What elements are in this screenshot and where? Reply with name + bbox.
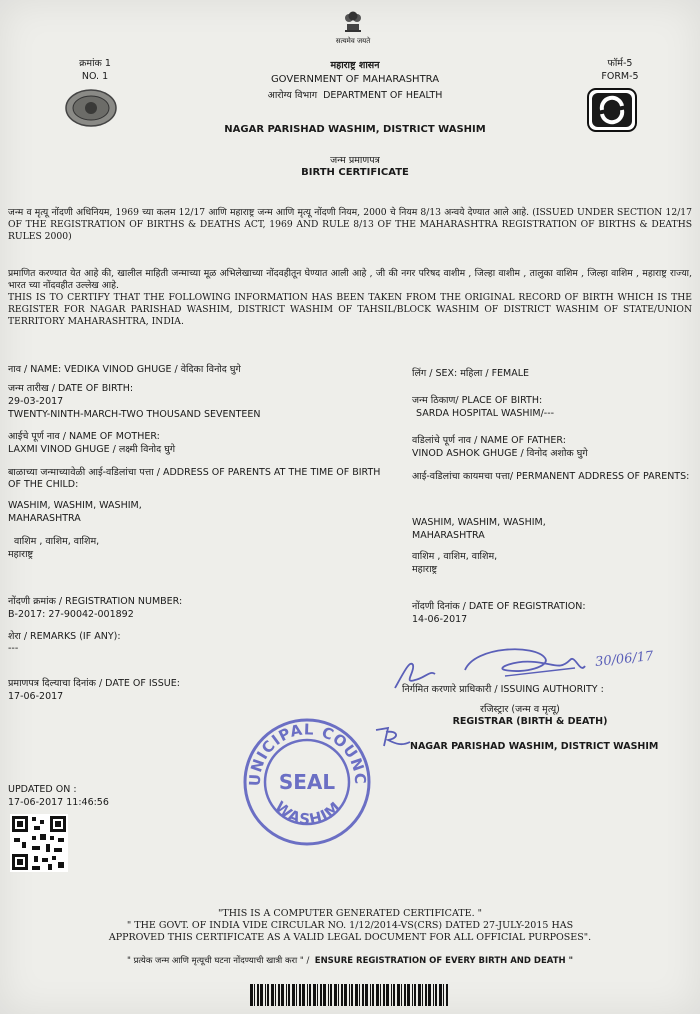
state-emblem-icon <box>336 6 370 36</box>
birth-address-line2: MAHARASHTRA <box>8 513 81 524</box>
registrar-mr: रजिस्ट्रार (जन्म व मृत्यू) <box>480 704 560 715</box>
form-number-mr: फॉर्म-5 <box>607 58 633 69</box>
child-name: नाव / NAME: VEDIKA VINOD GHUGE / वेदिका विनोद घुगे <box>8 364 241 375</box>
seal-top-text: UNICIPAL COUNC <box>245 720 370 787</box>
initials-icon <box>374 724 414 750</box>
pob-value: SARDA HOSPITAL WASHIM/--- <box>416 408 555 419</box>
pob-label: जन्म ठिकाण/ PLACE OF BIRTH: <box>412 395 543 406</box>
health-dept-logo-icon <box>587 88 637 132</box>
permanent-address-mr1: वाशिम , वाशिम, वाशिम, <box>412 551 498 562</box>
seal-bottom-text: WASHIM <box>271 797 345 829</box>
dob-label: जन्म तारीख / DATE OF BIRTH: <box>8 383 134 394</box>
serial-number-en: NO. 1 <box>81 71 109 82</box>
certificate-title-mr: जन्म प्रमाणपत्र <box>330 155 380 166</box>
birth-address-line1: WASHIM, WASHIM, WASHIM, <box>8 500 142 511</box>
form-number-en: FORM-5 <box>601 71 639 82</box>
child-sex: लिंग / SEX: महिला / FEMALE <box>412 368 530 379</box>
mother-name-value: LAXMI VINOD GHUGE / लक्ष्मी विनोद घुगे <box>8 444 176 455</box>
svg-text:WASHIM <box>271 798 344 829</box>
permanent-address-label: आई-वडिलांचा कायमचा पत्ता/ PERMANENT ADDRESS OF PARENTS: <box>412 471 690 482</box>
govt-title-en: GOVERNMENT OF MAHARASHTRA <box>270 74 440 85</box>
registrar-office: NAGAR PARISHAD WASHIM, DISTRICT WASHIM <box>410 741 659 752</box>
father-name-value: VINOD ASHOK GHUGE / विनोद अशोक घुगे <box>412 448 588 459</box>
emblem-motto: सत्यमेव जयते <box>335 37 371 45</box>
maharashtra-seal-icon <box>64 88 118 128</box>
certification-statement: प्रमाणित करण्यात येत आहे की, खालील माहिती जन्माच्या मूळ अभिलेखाच्या नोंदवहीतून घेण्यात आली आहे , जी की नगर परिषद वाशीम , जिल्हा वाशीम , तालुका वाशिम , जिल्हा वाशिम , महाराष्ट्र राज्या, भारत च्या नोंदवहीत उल्लेख आहे. THIS IS TO CERTIFY THAT THE FOLLOWING INFORMATION HAS BEEN TAKEN FROM THE ORIGINAL RECORD OF BIRTH WHICH IS THE REGISTER FOR NAGAR PARISHAD WASHIM, DISTRICT WASHIM OF TAHSIL/BLOCK WASHIM OF DISTRICT WASHIM OF STATE/UNION TERRITORY MAHARASHTRA, INDIA. <box>8 268 692 327</box>
birth-address-label: बाळाच्या जन्माच्यावेळी आई-वडिलांचा पत्ता / ADDRESS OF PARENTS AT THE TIME OF BIRTH OF THE CHILD: <box>8 467 381 490</box>
department: आरोग्य विभाग DEPARTMENT OF HEALTH <box>267 90 443 101</box>
birth-address-mr2: महाराष्ट्र <box>8 549 34 560</box>
father-name-label: वडिलांचे पूर्ण नाव / NAME OF FATHER: <box>412 435 566 446</box>
issuing-office: NAGAR PARISHAD WASHIM, DISTRICT WASHIM <box>224 124 486 135</box>
updated-label: UPDATED ON : <box>8 784 77 795</box>
certificate-title-en: BIRTH CERTIFICATE <box>301 167 409 178</box>
seal-center-text: SEAL <box>278 770 336 794</box>
dob-value: 29-03-2017 <box>8 396 64 407</box>
birth-address-mr1: वाशिम , वाशिम, वाशिम, <box>14 536 100 547</box>
registrar-en: REGISTRAR (BIRTH & DEATH) <box>452 716 608 727</box>
registration-date-label: नोंदणी दिनांक / DATE OF REGISTRATION: <box>412 601 586 612</box>
signature-date: 30/06/17 <box>594 648 655 670</box>
mother-name-label: आईचे पूर्ण नाव / NAME OF MOTHER: <box>8 431 160 442</box>
dob-words: TWENTY-NINTH-MARCH-TWO THOUSAND SEVENTEEN <box>8 409 261 420</box>
qr-code-icon <box>10 814 68 872</box>
registration-number-label: नोंदणी क्रमांक / REGISTRATION NUMBER: <box>8 596 183 607</box>
registration-date-value: 14-06-2017 <box>412 614 468 625</box>
registration-number-value: B-2017: 27-90042-001892 <box>8 609 134 620</box>
footer-notice: "THIS IS A COMPUTER GENERATED CERTIFICATE. " " THE GOVT. OF INDIA VIDE CIRCULAR NO. 1/12/2014-VS(CRS) DATED 27-JULY-2015 HAS APPROVED THIS CERTIFICATE AS A VALID LEGAL DOCUMENT FOR ALL OFFICIAL PURPOSES". <box>108 908 592 943</box>
issue-date-label: प्रमाणपत्र दिल्याचा दिनांक / DATE OF ISSUE: <box>8 678 180 689</box>
footer-slogan: " प्रत्येक जन्म आणि मृत्यूची घटना नोंदण्याची खात्री करा " / ENSURE REGISTRATION OF EVERY BIRTH AND DEATH " <box>126 956 573 966</box>
remarks-label: शेरा / REMARKS (IF ANY): <box>8 631 121 642</box>
issuing-authority: निर्गमित करणारे प्राधिकारी / ISSUING AUTHORITY : <box>402 684 604 695</box>
remarks-value: --- <box>8 643 19 654</box>
act-reference: जन्म व मृत्यू नोंदणी अधिनियम, 1969 च्या कलम 12/17 आणि महाराष्ट्र जन्म आणि मृत्यू नोंदणी नियम, 2000 चे नियम 8/13 अन्वये देण्यात आले आहे. (ISSUED UNDER SECTION 12/17 OF THE REGISTRATION OF BIRTHS & DEATHS ACT, 1969 AND RULE 8/13 OF THE MAHARASHTRA REGISTRATION OF BIRTHS & DEATHS RULES 2000) <box>8 207 692 242</box>
govt-title-mr: महाराष्ट्र शासन <box>330 60 380 71</box>
permanent-address-mr2: महाराष्ट्र <box>412 564 438 575</box>
permanent-address-line1: WASHIM, WASHIM, WASHIM, <box>412 517 546 528</box>
issue-date-value: 17-06-2017 <box>8 691 64 702</box>
updated-value: 17-06-2017 11:46:56 <box>8 797 109 808</box>
serial-number-mr: क्रमांक 1 <box>79 58 111 69</box>
permanent-address-line2: MAHARASHTRA <box>412 530 485 541</box>
municipal-council-seal <box>240 715 375 850</box>
barcode-icon <box>250 984 450 1006</box>
